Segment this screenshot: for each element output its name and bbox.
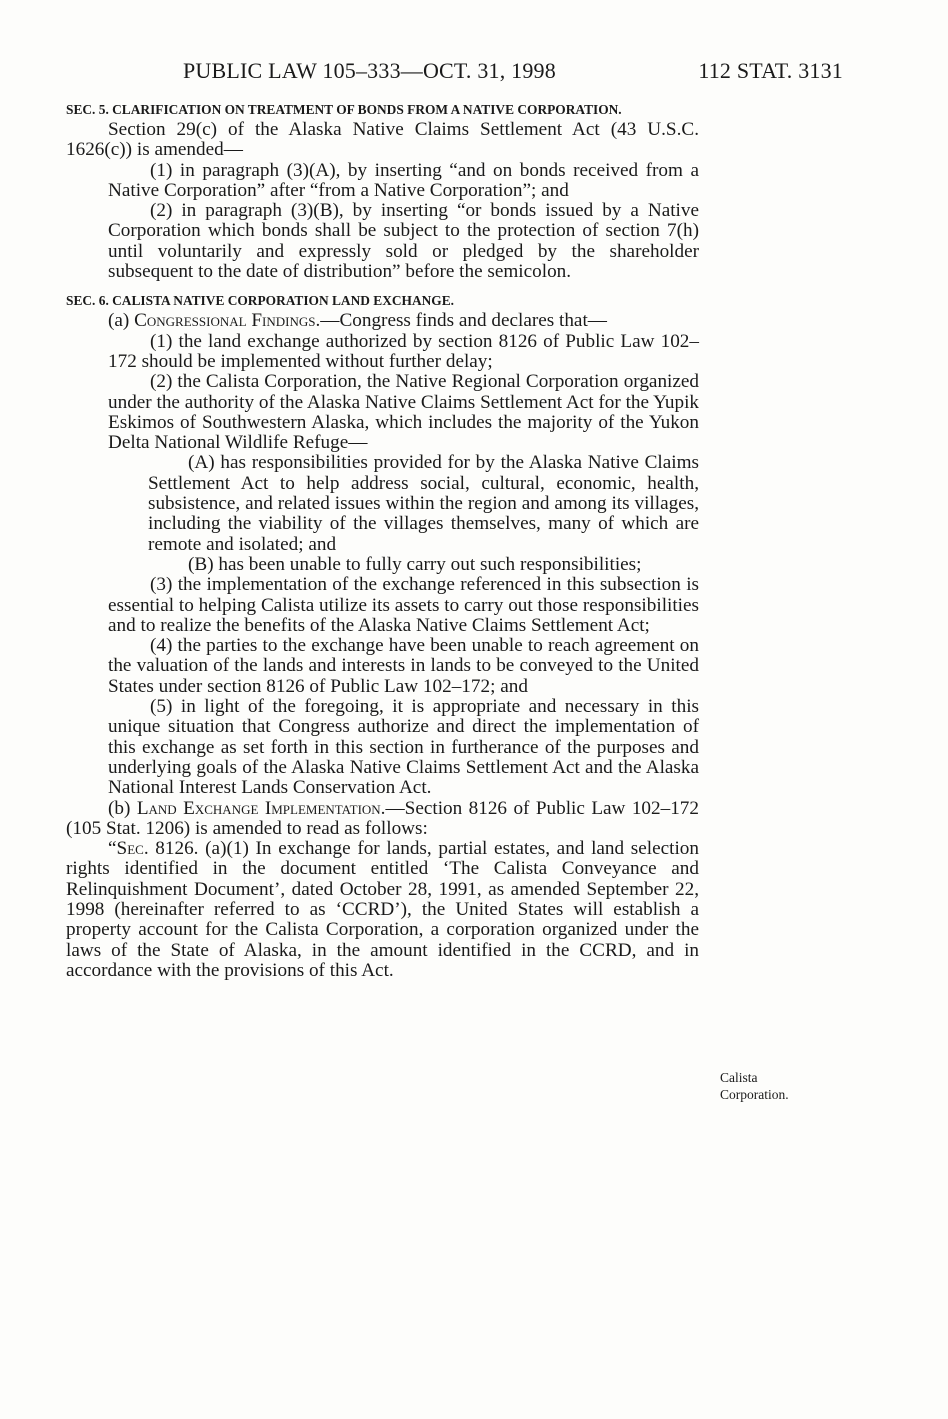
quoted-sec-label: Sec. bbox=[116, 838, 149, 860]
sec5-intro: Section 29(c) of the Alaska Native Claims Settlement Act (43 U.S.C. 1626(c)) is amended— bbox=[66, 119, 699, 161]
finding-1: (1) the land exchange authorized by section 8126 of Public Law 102–172 should be implemented without further delay; bbox=[108, 330, 699, 372]
margin-note bbox=[720, 1069, 820, 1103]
margin-note-line-1: Calista bbox=[720, 1070, 758, 1085]
sec5-para-1: (1) in paragraph (3)(A), by inserting “and on bonds received from a Native Corporation” after “from a Native Corporation”; and bbox=[108, 159, 699, 201]
quoted-sec-text: 8126. (a)(1) In exchange for lands, partial estates, and land selection rights identified in the document entitled ‘The Calista Conveyance and Relinquishment Document’, dated October 28, 1991, as amended September 22, 1998 (hereinafter referred to as ‘CCRD’), the United States will establish a property account for the Calista Corporation, a corporation organized under the laws of the State of Alaska, in the amount identified in the CCRD, and in accordance with the provisions of this Act. bbox=[66, 838, 699, 981]
statute-page-number: 112 STAT. 3131 bbox=[698, 58, 843, 83]
finding-3: (3) the implementation of the exchange referenced in this subsection is essential to helping Calista utilize its assets to carry out those responsibilities and to realize the benefits of the Alaska Native Claims Settlement Act; bbox=[108, 574, 699, 636]
subsection-a-label: (a) bbox=[108, 310, 135, 332]
public-law-citation: PUBLIC LAW 105–333—OCT. 31, 1998 bbox=[183, 58, 556, 83]
subsection-a-title: Congressional Findings. bbox=[134, 310, 321, 332]
finding-5: (5) in light of the foregoing, it is appropriate and necessary in this unique situation that Congress authorize and direct the implementation of this exchange as set forth in this section in furtherance of the purposes and underlying goals of the Alaska Native Claims Settlement Act and the Alaska National Interest Lands Conservation Act. bbox=[108, 696, 699, 799]
margin-note-line-2: Corporation. bbox=[720, 1087, 789, 1102]
sec6-heading: SEC. 6. CALISTA NATIVE CORPORATION LAND EXCHANGE. bbox=[66, 293, 455, 309]
finding-2: (2) the Calista Corporation, the Native Regional Corporation organized under the authority of the Alaska Native Claims Settlement Act for the Yupik Eskimos of Southwestern Alaska, which includes the majority of the Yukon Delta National Wildlife Refuge— bbox=[108, 371, 699, 454]
finding-4: (4) the parties to the exchange have been unable to reach agreement on the valuation of the lands and interests in lands to be conveyed to the United States under section 8126 of Public Law 102–172; and bbox=[108, 635, 699, 697]
sec5-para-2: (2) in paragraph (3)(B), by inserting “or bonds issued by a Native Corporation which bonds shall be subject to the protection of section 7(h) until voluntarily and expressly sold or pledged by the shareholder subsequent to the date of distribution” before the semicolon. bbox=[108, 200, 699, 283]
sec5-heading: SEC. 5. CLARIFICATION ON TREATMENT OF BONDS FROM A NATIVE CORPORATION. bbox=[66, 102, 622, 117]
subsection-a-text: —Congress finds and declares that— bbox=[320, 310, 607, 332]
quoted-sec-8126 bbox=[66, 839, 699, 981]
sec6-subsection-a bbox=[66, 311, 699, 331]
sec6-subsection-b bbox=[66, 799, 699, 840]
subsection-b-label: (b) bbox=[108, 797, 137, 819]
finding-2-b: (B) has been unable to fully carry out such responsibilities; bbox=[188, 553, 642, 575]
document-body bbox=[66, 100, 699, 981]
subsection-b-text: —Section 8126 of Public Law 102–172 (105 Stat. 1206) is amended to read as follows: bbox=[66, 797, 699, 839]
finding-2-a: (A) has responsibilities provided for by the Alaska Native Claims Settlement Act to help address social, cultural, economic, health, subsistence, and related issues within the region and among its villages, including the viability of the villages themselves, many of which are remote and isolated; and bbox=[148, 452, 699, 555]
open-quote: “ bbox=[108, 838, 117, 860]
subsection-b-title: Land Exchange Implementation. bbox=[136, 797, 386, 819]
